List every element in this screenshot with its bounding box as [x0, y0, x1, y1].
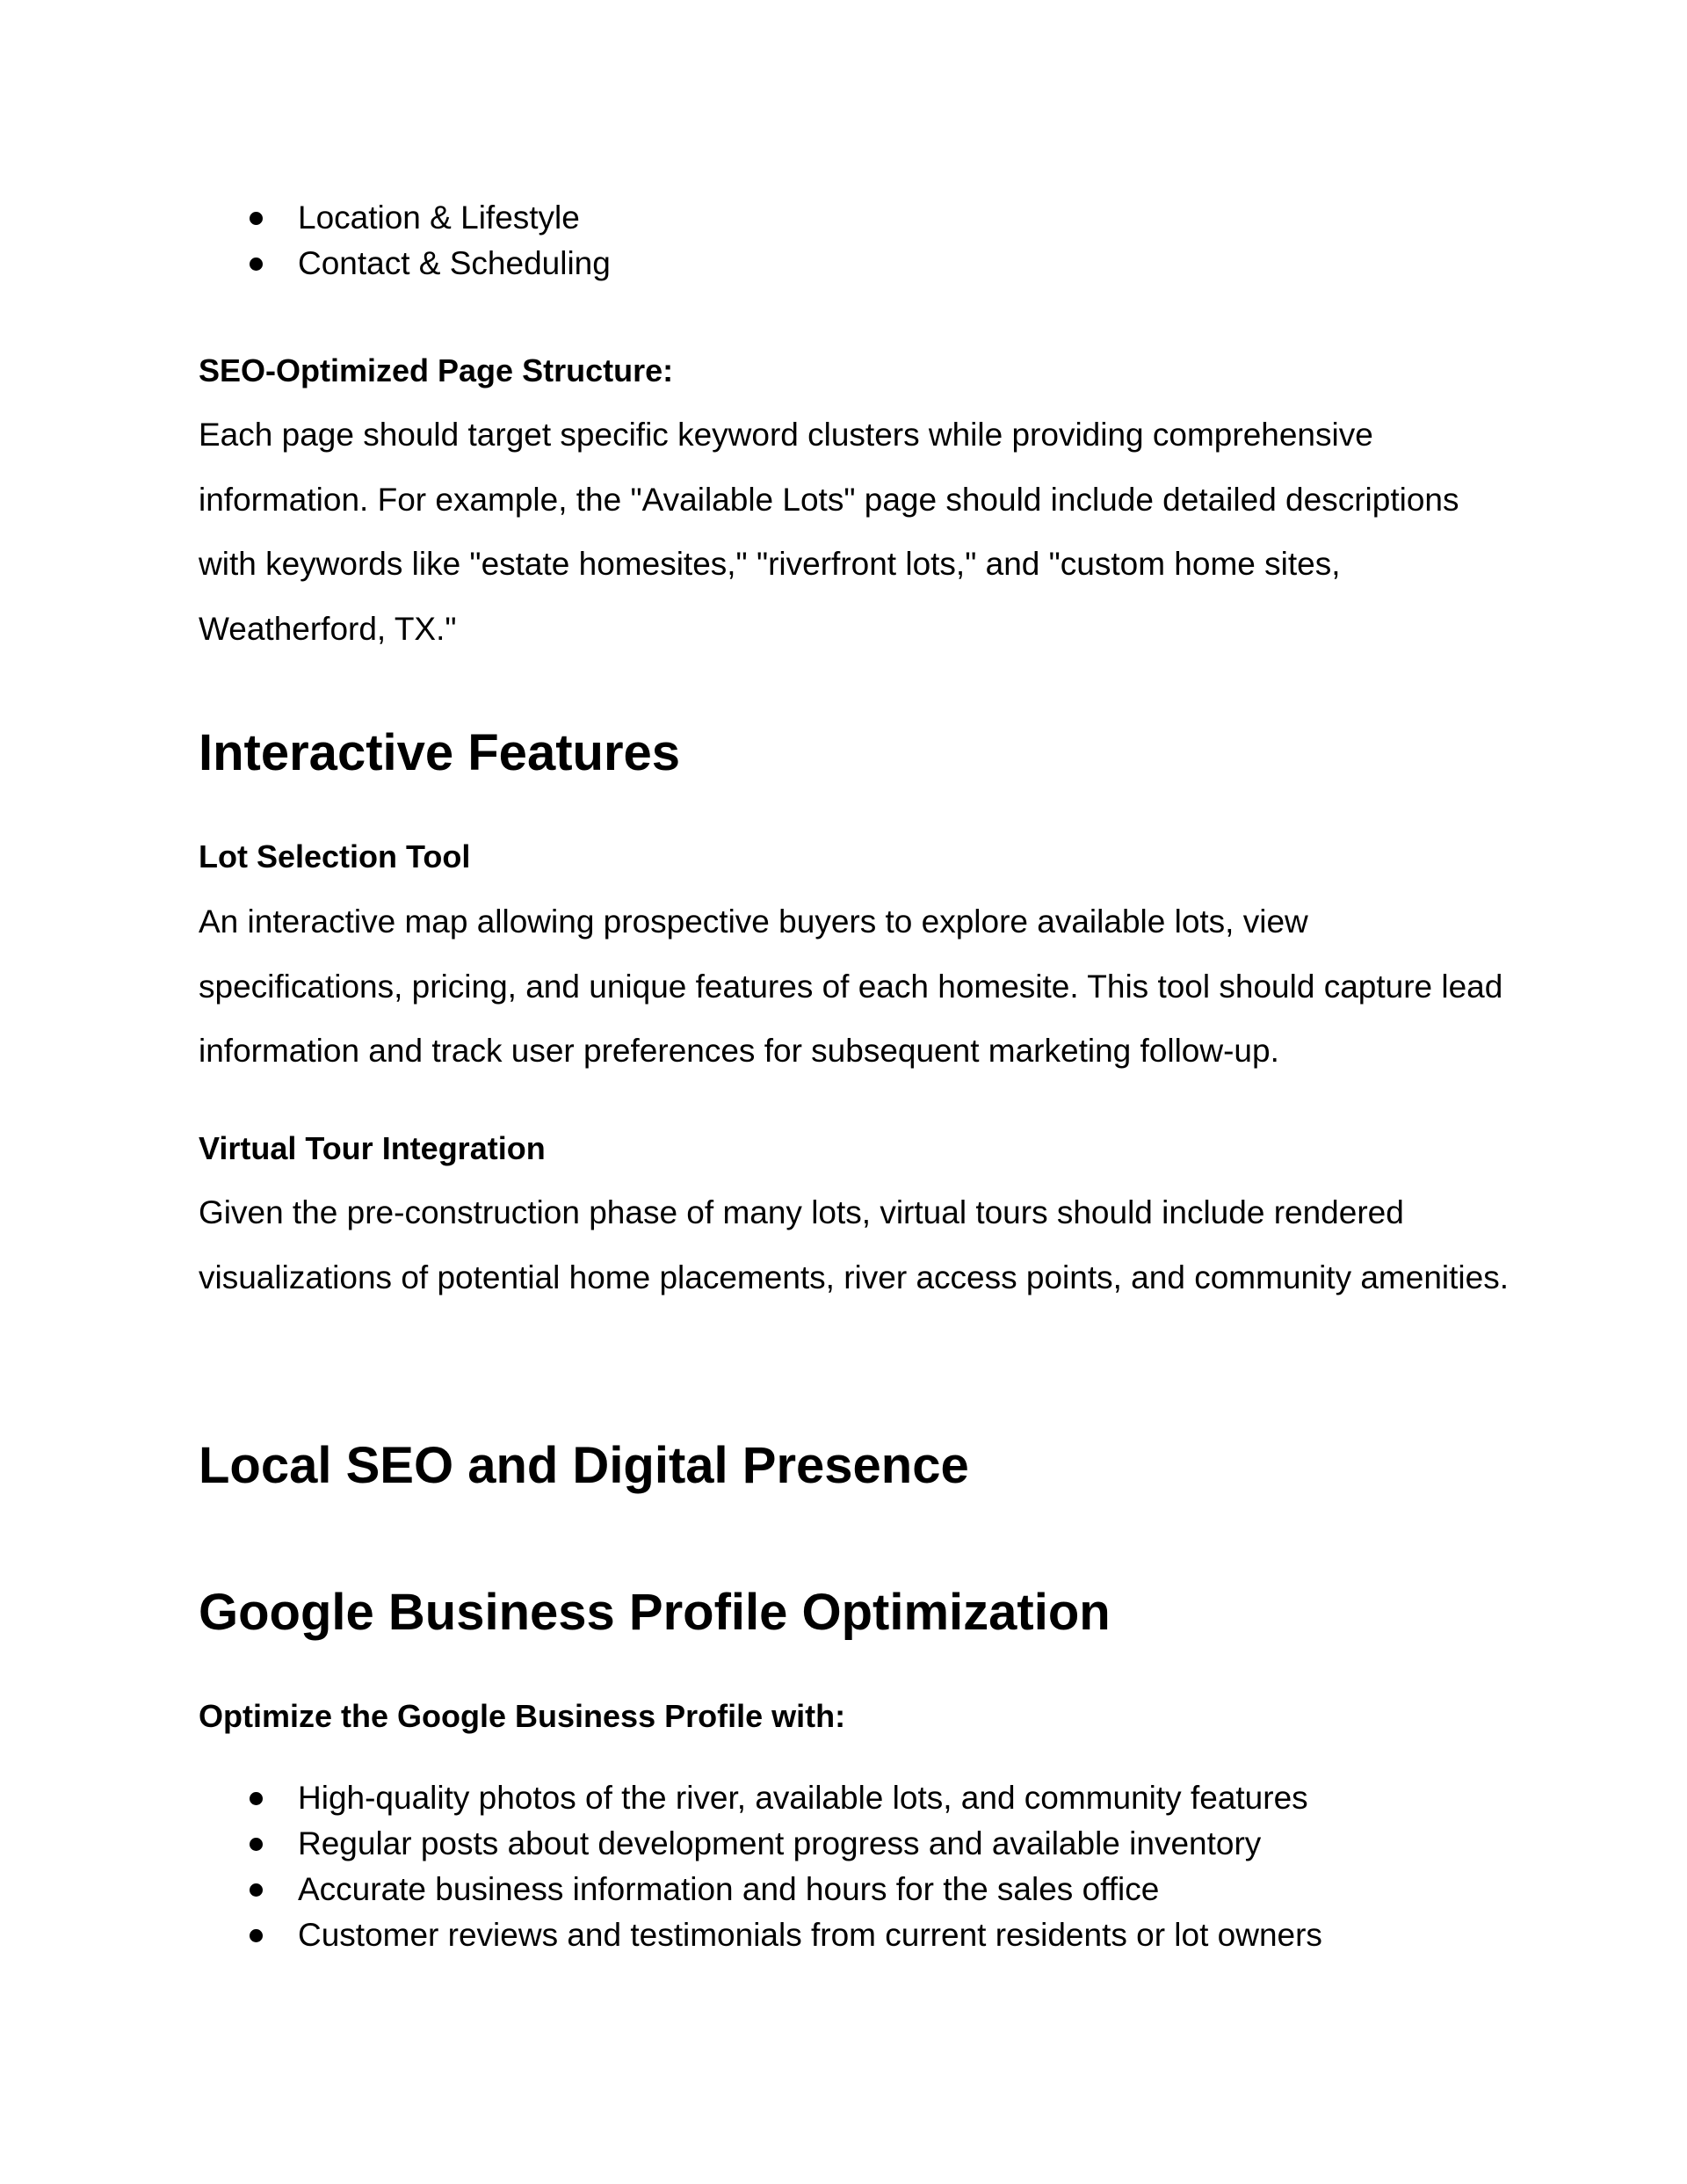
list-item-text: Location & Lifestyle	[298, 200, 580, 236]
bullet-icon	[250, 212, 263, 225]
list-item	[199, 1821, 1517, 1867]
local-seo-heading: Local SEO and Digital Presence	[199, 1437, 969, 1494]
list-item	[199, 241, 1517, 287]
top-bullet-list	[199, 195, 1517, 287]
lot-selection-paragraph: An interactive map allowing prospective buyers to explore available lots, view specifications, pricing, and unique features of each homesite. This tool should capture lead information and track user preferences for subsequent marketing follow-up.	[199, 903, 1503, 1069]
google-profile-list	[199, 1775, 1517, 1958]
bullet-icon	[250, 1838, 263, 1851]
lot-selection-heading: Lot Selection Tool	[199, 838, 471, 874]
list-item-text: Regular posts about development progress and available inventory	[298, 1825, 1262, 1861]
seo-structure-paragraph: Each page should target specific keyword clusters while providing comprehensive information. For example, the "Available Lots" page should include detailed descriptions with keywords like "estate homesites," "riverfront lots," and "custom home sites, Weatherford, TX."	[199, 417, 1459, 647]
list-item-text: Contact & Scheduling	[298, 245, 611, 281]
bullet-icon	[250, 1929, 263, 1942]
bullet-icon	[250, 1883, 263, 1897]
bullet-icon	[250, 1792, 263, 1805]
bullet-icon	[250, 258, 263, 271]
list-item	[199, 1775, 1517, 1821]
list-item	[199, 1867, 1517, 1912]
list-item-text: Accurate business information and hours for the sales office	[298, 1871, 1160, 1907]
virtual-tour-heading: Virtual Tour Integration	[199, 1130, 546, 1166]
virtual-tour-paragraph: Given the pre-construction phase of many lots, virtual tours should include rendered visualizations of potential home placements, river access points, and community amenities.	[199, 1194, 1509, 1295]
google-profile-heading: Google Business Profile Optimization	[199, 1584, 1111, 1641]
list-item	[199, 1912, 1517, 1958]
interactive-features-heading: Interactive Features	[199, 724, 681, 781]
google-profile-intro: Optimize the Google Business Profile with:	[199, 1698, 846, 1734]
list-item-text: High-quality photos of the river, available lots, and community features	[298, 1780, 1308, 1816]
list-item-text: Customer reviews and testimonials from current residents or lot owners	[298, 1917, 1322, 1953]
seo-structure-heading: SEO-Optimized Page Structure:	[199, 352, 674, 388]
list-item	[199, 195, 1517, 241]
